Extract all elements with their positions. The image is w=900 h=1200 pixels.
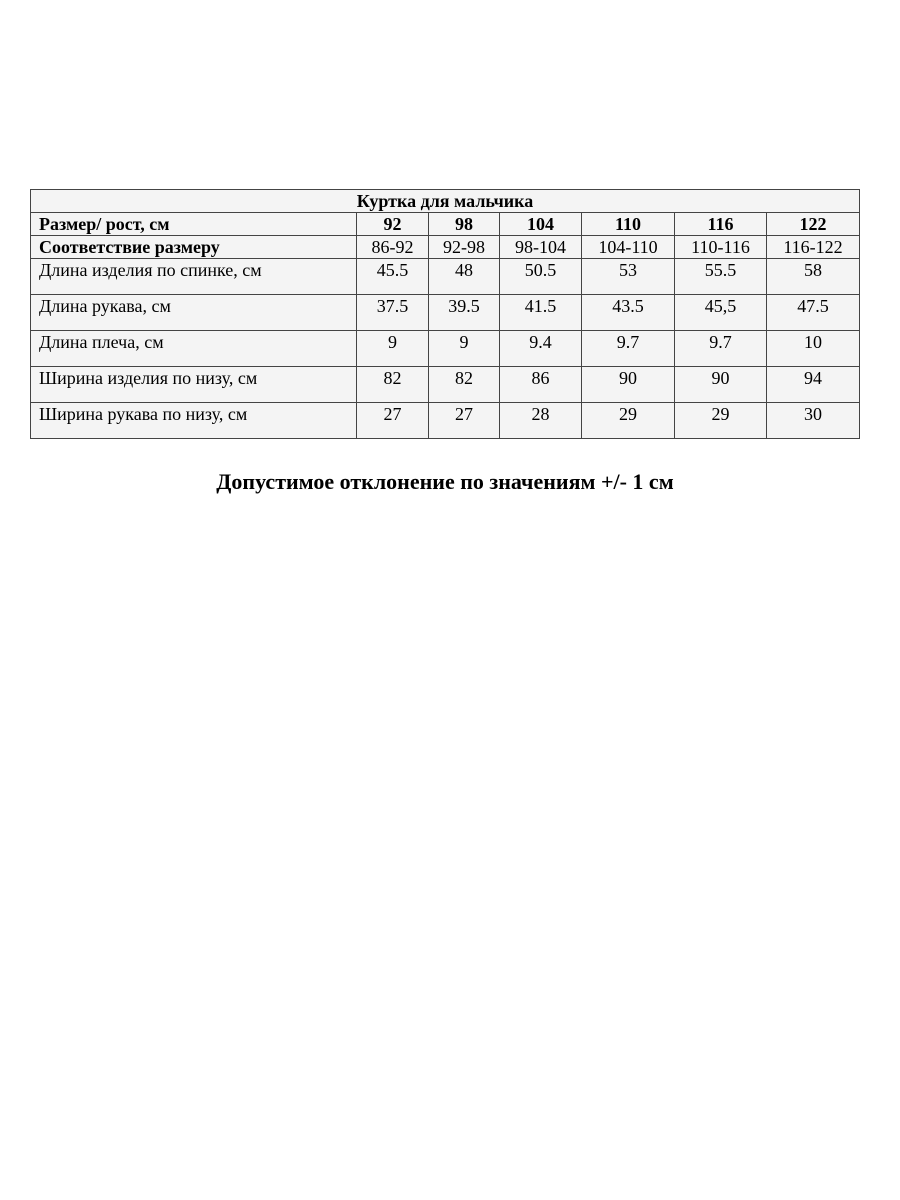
- size-header-cell: 110: [582, 213, 675, 236]
- row-label: Длина рукава, см: [31, 295, 357, 331]
- size-header-cell: 116: [675, 213, 767, 236]
- table-cell: 29: [675, 403, 767, 439]
- size-header-cell: 104: [500, 213, 582, 236]
- table-cell: 45.5: [357, 259, 429, 295]
- row-label: Ширина изделия по низу, см: [31, 367, 357, 403]
- table-cell: 41.5: [500, 295, 582, 331]
- table-row: [31, 367, 860, 403]
- size-header-label: Размер/ рост, см: [31, 213, 357, 236]
- correspondence-cell: 110-116: [675, 236, 767, 259]
- table-cell: 37.5: [357, 295, 429, 331]
- correspondence-cell: 86-92: [357, 236, 429, 259]
- table-cell: 9.7: [675, 331, 767, 367]
- table-cell: 27: [429, 403, 500, 439]
- table-cell: 90: [675, 367, 767, 403]
- correspondence-cell: 92-98: [429, 236, 500, 259]
- size-header-cell: 98: [429, 213, 500, 236]
- table-cell: 90: [582, 367, 675, 403]
- table-cell: 9: [357, 331, 429, 367]
- row-label: Длина плеча, см: [31, 331, 357, 367]
- table-cell: 9.7: [582, 331, 675, 367]
- table-cell: 27: [357, 403, 429, 439]
- table-cell: 9: [429, 331, 500, 367]
- table-cell: 28: [500, 403, 582, 439]
- table-cell: 58: [767, 259, 860, 295]
- table-cell: 29: [582, 403, 675, 439]
- table-cell: 82: [429, 367, 500, 403]
- table-cell: 9.4: [500, 331, 582, 367]
- table-title: Куртка для мальчика: [31, 190, 860, 213]
- size-header-cell: 92: [357, 213, 429, 236]
- correspondence-cell: 98-104: [500, 236, 582, 259]
- table-row: [31, 331, 860, 367]
- correspondence-label: Соответствие размеру: [31, 236, 357, 259]
- table-cell: 47.5: [767, 295, 860, 331]
- table-cell: 82: [357, 367, 429, 403]
- correspondence-cell: 116-122: [767, 236, 860, 259]
- table-cell: 39.5: [429, 295, 500, 331]
- size-header-cell: 122: [767, 213, 860, 236]
- tolerance-note: Допустимое отклонение по значениям +/- 1 см: [216, 469, 674, 494]
- table-cell: 50.5: [500, 259, 582, 295]
- table-row: [31, 295, 860, 331]
- table-cell: 55.5: [675, 259, 767, 295]
- table-cell: 94: [767, 367, 860, 403]
- size-chart-table: [30, 189, 860, 439]
- size-header-row: [31, 213, 860, 236]
- table-cell: 86: [500, 367, 582, 403]
- table-row: [31, 259, 860, 295]
- table-cell: 53: [582, 259, 675, 295]
- row-label: Длина изделия по спинке, см: [31, 259, 357, 295]
- table-cell: 30: [767, 403, 860, 439]
- table-cell: 48: [429, 259, 500, 295]
- correspondence-row: [31, 236, 860, 259]
- correspondence-cell: 104-110: [582, 236, 675, 259]
- table-cell: 43.5: [582, 295, 675, 331]
- table-title-row: [31, 190, 860, 213]
- table-cell: 10: [767, 331, 860, 367]
- table-cell: 45,5: [675, 295, 767, 331]
- table-row: [31, 403, 860, 439]
- row-label: Ширина рукава по низу, см: [31, 403, 357, 439]
